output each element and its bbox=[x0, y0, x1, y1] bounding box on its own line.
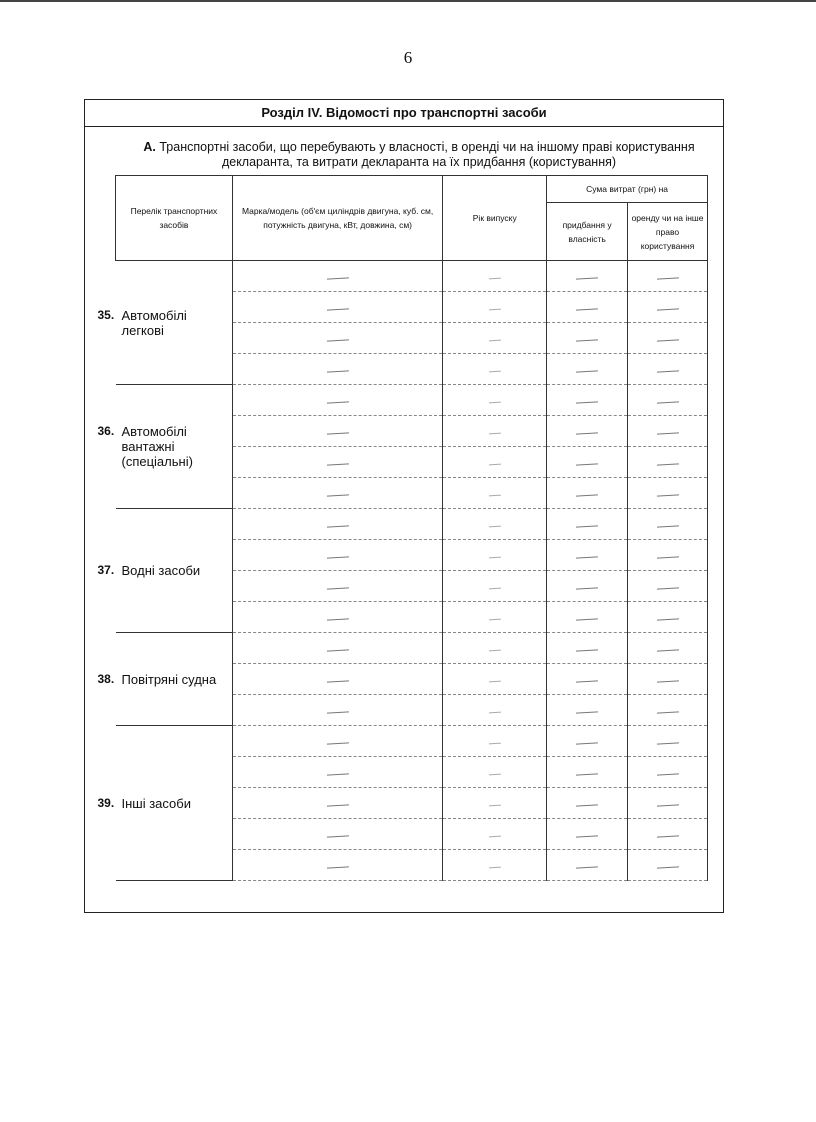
dash-mark bbox=[489, 867, 501, 870]
model-cell bbox=[232, 664, 443, 695]
dash-mark bbox=[656, 618, 678, 621]
dash-mark bbox=[489, 743, 501, 746]
dash-mark bbox=[656, 835, 678, 838]
purchase-cell bbox=[547, 416, 628, 447]
dash-mark bbox=[489, 650, 501, 653]
dash-mark bbox=[576, 401, 598, 404]
table-row bbox=[116, 385, 708, 416]
purchase-cell bbox=[547, 447, 628, 478]
rent-cell bbox=[628, 695, 708, 726]
dash-mark bbox=[576, 680, 598, 683]
category-label: Автомобілі вантажні (спеціальні) bbox=[121, 424, 193, 469]
dash-mark bbox=[576, 463, 598, 466]
rent-cell bbox=[628, 850, 708, 881]
table-row bbox=[116, 509, 708, 540]
category-number: 36. bbox=[97, 424, 115, 438]
category-cell bbox=[97, 261, 233, 385]
purchase-cell bbox=[547, 571, 628, 602]
purchase-cell bbox=[547, 540, 628, 571]
dash-mark bbox=[489, 681, 501, 684]
category-cell bbox=[97, 726, 233, 881]
category-number: 38. bbox=[97, 671, 115, 686]
model-cell bbox=[232, 726, 443, 757]
model-cell bbox=[232, 788, 443, 819]
dash-mark bbox=[656, 742, 678, 745]
purchase-cell bbox=[547, 292, 628, 323]
header-model: Марка/модель (об'єм циліндрів двигуна, куб. см, потужність двигуна, кВт, довжина, см) bbox=[232, 176, 443, 261]
purchase-cell bbox=[547, 602, 628, 633]
dash-mark bbox=[327, 618, 349, 621]
dash-mark bbox=[327, 339, 349, 342]
dash-mark bbox=[576, 308, 598, 311]
rent-cell bbox=[628, 292, 708, 323]
category-cell bbox=[97, 385, 233, 509]
model-cell bbox=[232, 261, 443, 292]
dash-mark bbox=[327, 370, 349, 373]
dash-mark bbox=[489, 526, 501, 529]
dash-mark bbox=[489, 836, 501, 839]
year-cell bbox=[443, 447, 547, 478]
subtitle-letter: А. bbox=[143, 140, 156, 154]
table-row bbox=[116, 633, 708, 664]
rent-cell bbox=[628, 509, 708, 540]
model-cell bbox=[232, 819, 443, 850]
dash-mark bbox=[576, 525, 598, 528]
category-cell bbox=[97, 509, 233, 633]
header-rent: оренду чи на інше право користування bbox=[628, 203, 708, 261]
purchase-cell bbox=[547, 509, 628, 540]
model-cell bbox=[232, 385, 443, 416]
model-cell bbox=[232, 478, 443, 509]
purchase-cell bbox=[547, 385, 628, 416]
dash-mark bbox=[656, 711, 678, 714]
year-cell bbox=[443, 819, 547, 850]
year-cell bbox=[443, 571, 547, 602]
year-cell bbox=[443, 788, 547, 819]
dash-mark bbox=[576, 804, 598, 807]
dash-mark bbox=[327, 401, 349, 404]
year-cell bbox=[443, 261, 547, 292]
dash-mark bbox=[576, 649, 598, 652]
purchase-cell bbox=[547, 323, 628, 354]
dash-mark bbox=[656, 680, 678, 683]
purchase-cell bbox=[547, 850, 628, 881]
purchase-cell bbox=[547, 633, 628, 664]
dash-mark bbox=[489, 402, 501, 405]
year-cell bbox=[443, 757, 547, 788]
dash-mark bbox=[327, 587, 349, 590]
category-cell bbox=[97, 633, 233, 726]
dash-mark bbox=[489, 712, 501, 715]
dash-mark bbox=[489, 588, 501, 591]
model-cell bbox=[232, 509, 443, 540]
dash-mark bbox=[656, 277, 678, 280]
model-cell bbox=[232, 633, 443, 664]
category-label: Водні засоби bbox=[121, 563, 201, 578]
purchase-cell bbox=[547, 261, 628, 292]
year-cell bbox=[443, 323, 547, 354]
model-cell bbox=[232, 323, 443, 354]
purchase-cell bbox=[547, 757, 628, 788]
vehicles-table bbox=[97, 175, 708, 881]
section-frame bbox=[84, 99, 724, 913]
rent-cell bbox=[628, 385, 708, 416]
year-cell bbox=[443, 385, 547, 416]
rent-cell bbox=[628, 664, 708, 695]
purchase-cell bbox=[547, 478, 628, 509]
rent-cell bbox=[628, 788, 708, 819]
year-cell bbox=[443, 695, 547, 726]
year-cell bbox=[443, 850, 547, 881]
model-cell bbox=[232, 540, 443, 571]
dash-mark bbox=[489, 805, 501, 808]
dash-mark bbox=[576, 742, 598, 745]
dash-mark bbox=[576, 339, 598, 342]
page-top-border bbox=[0, 0, 816, 2]
table-row bbox=[116, 726, 708, 757]
rent-cell bbox=[628, 540, 708, 571]
rent-cell bbox=[628, 726, 708, 757]
dash-mark bbox=[576, 618, 598, 621]
model-cell bbox=[232, 447, 443, 478]
dash-mark bbox=[576, 866, 598, 869]
model-cell bbox=[232, 354, 443, 385]
dash-mark bbox=[576, 587, 598, 590]
rent-cell bbox=[628, 757, 708, 788]
rent-cell bbox=[628, 261, 708, 292]
rent-cell bbox=[628, 323, 708, 354]
dash-mark bbox=[576, 835, 598, 838]
dash-mark bbox=[489, 619, 501, 622]
dash-mark bbox=[489, 278, 501, 281]
model-cell bbox=[232, 416, 443, 447]
section-title: Розділ IV. Відомості про транспортні засоби bbox=[85, 100, 723, 127]
category-number: 39. bbox=[97, 795, 115, 810]
rent-cell bbox=[628, 447, 708, 478]
rent-cell bbox=[628, 354, 708, 385]
dash-mark bbox=[656, 649, 678, 652]
subtitle bbox=[125, 140, 713, 170]
year-cell bbox=[443, 633, 547, 664]
dash-mark bbox=[576, 556, 598, 559]
rent-cell bbox=[628, 478, 708, 509]
dash-mark bbox=[656, 339, 678, 342]
purchase-cell bbox=[547, 726, 628, 757]
category-label: Повітряні судна bbox=[121, 671, 217, 687]
dash-mark bbox=[656, 773, 678, 776]
year-cell bbox=[443, 540, 547, 571]
year-cell bbox=[443, 416, 547, 447]
dash-mark bbox=[576, 711, 598, 714]
model-cell bbox=[232, 571, 443, 602]
rent-cell bbox=[628, 602, 708, 633]
dash-mark bbox=[489, 371, 501, 374]
purchase-cell bbox=[547, 354, 628, 385]
dash-mark bbox=[327, 463, 349, 466]
rent-cell bbox=[628, 633, 708, 664]
category-label: Інші засоби bbox=[121, 795, 191, 811]
table-body bbox=[97, 261, 708, 881]
dash-mark bbox=[489, 774, 501, 777]
dash-mark bbox=[489, 557, 501, 560]
dash-mark bbox=[656, 804, 678, 807]
page-number: 6 bbox=[403, 48, 413, 67]
dash-mark bbox=[489, 309, 501, 312]
category-number: 37. bbox=[97, 563, 115, 577]
year-cell bbox=[443, 726, 547, 757]
dash-mark bbox=[656, 556, 678, 559]
subtitle-text: Транспортні засоби, що перебувають у власності, в оренді чи на іншому праві користування декларанта, та витрати декларанта на їх придбання (користування) bbox=[159, 140, 695, 169]
dash-mark bbox=[327, 277, 349, 280]
dash-mark bbox=[327, 494, 349, 497]
rent-cell bbox=[628, 819, 708, 850]
dash-mark bbox=[489, 433, 501, 436]
dash-mark bbox=[656, 587, 678, 590]
year-cell bbox=[443, 664, 547, 695]
dash-mark bbox=[489, 464, 501, 467]
header-purchase: придбання у власність bbox=[547, 203, 628, 261]
purchase-cell bbox=[547, 788, 628, 819]
dash-mark bbox=[489, 340, 501, 343]
dash-mark bbox=[489, 495, 501, 498]
category-label: Автомобілі легкові bbox=[121, 307, 187, 338]
dash-mark bbox=[327, 866, 349, 869]
year-cell bbox=[443, 509, 547, 540]
dash-mark bbox=[327, 649, 349, 652]
dash-mark bbox=[327, 742, 349, 745]
dash-mark bbox=[576, 432, 598, 435]
dash-mark bbox=[656, 432, 678, 435]
dash-mark bbox=[656, 463, 678, 466]
rent-cell bbox=[628, 571, 708, 602]
dash-mark bbox=[327, 804, 349, 807]
dash-mark bbox=[327, 308, 349, 311]
model-cell bbox=[232, 602, 443, 633]
year-cell bbox=[443, 602, 547, 633]
purchase-cell bbox=[547, 664, 628, 695]
dash-mark bbox=[656, 866, 678, 869]
table-row bbox=[116, 261, 708, 292]
dash-mark bbox=[327, 556, 349, 559]
dash-mark bbox=[656, 401, 678, 404]
dash-mark bbox=[327, 773, 349, 776]
model-cell bbox=[232, 292, 443, 323]
dash-mark bbox=[656, 308, 678, 311]
header-list: Перелік транспортних засобів bbox=[116, 176, 233, 261]
purchase-cell bbox=[547, 819, 628, 850]
year-cell bbox=[443, 354, 547, 385]
dash-mark bbox=[576, 494, 598, 497]
dash-mark bbox=[656, 525, 678, 528]
dash-mark bbox=[327, 432, 349, 435]
dash-mark bbox=[327, 711, 349, 714]
dash-mark bbox=[656, 370, 678, 373]
dash-mark bbox=[656, 494, 678, 497]
header-expenses: Сума витрат (грн) на bbox=[547, 176, 708, 203]
category-number: 35. bbox=[97, 307, 115, 322]
model-cell bbox=[232, 757, 443, 788]
purchase-cell bbox=[547, 695, 628, 726]
year-cell bbox=[443, 478, 547, 509]
dash-mark bbox=[327, 525, 349, 528]
year-cell bbox=[443, 292, 547, 323]
dash-mark bbox=[576, 370, 598, 373]
model-cell bbox=[232, 695, 443, 726]
rent-cell bbox=[628, 416, 708, 447]
model-cell bbox=[232, 850, 443, 881]
header-year: Рік випуску bbox=[443, 176, 547, 261]
dash-mark bbox=[327, 835, 349, 838]
dash-mark bbox=[576, 277, 598, 280]
dash-mark bbox=[576, 773, 598, 776]
dash-mark bbox=[327, 680, 349, 683]
